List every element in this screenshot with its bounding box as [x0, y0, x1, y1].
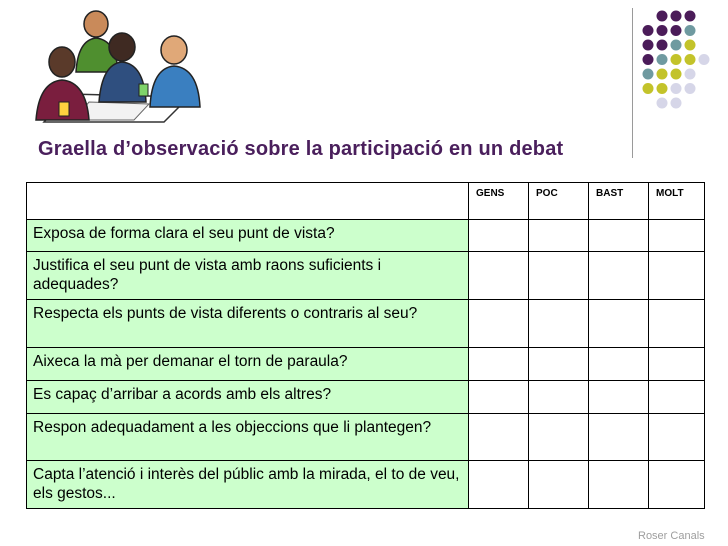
decorative-dot	[657, 11, 668, 22]
decorative-dot	[643, 25, 654, 36]
question-cell: Capta l’atenció i interès del públic amb la mirada, el to de veu, els gestos...	[27, 461, 469, 509]
rating-cell-bast[interactable]	[589, 414, 649, 461]
table-row	[27, 414, 705, 461]
rating-cell-poc[interactable]	[529, 252, 589, 300]
decorative-dot	[643, 83, 654, 94]
decorative-dots	[640, 8, 728, 128]
rating-cell-gens[interactable]	[469, 381, 529, 414]
rating-cell-gens[interactable]	[469, 461, 529, 509]
column-header: BAST	[589, 183, 649, 220]
rating-cell-molt[interactable]	[649, 381, 705, 414]
rating-cell-poc[interactable]	[529, 414, 589, 461]
decorative-dot	[699, 54, 710, 65]
decorative-dot	[671, 98, 682, 109]
rating-cell-molt[interactable]	[649, 348, 705, 381]
table-row	[27, 252, 705, 300]
decorative-dot	[657, 98, 668, 109]
decorative-dot	[685, 83, 696, 94]
column-header: MOLT	[649, 183, 705, 220]
decorative-dot	[643, 54, 654, 65]
rating-cell-gens[interactable]	[469, 252, 529, 300]
meeting-people-icon	[14, 2, 204, 130]
table-row	[27, 461, 705, 509]
rating-cell-poc[interactable]	[529, 461, 589, 509]
rating-cell-gens[interactable]	[469, 220, 529, 252]
question-cell: Respecta els punts de vista diferents o contraris al seu?	[27, 300, 469, 348]
rating-cell-poc[interactable]	[529, 348, 589, 381]
rating-cell-bast[interactable]	[589, 220, 649, 252]
question-cell: Respon adequadament a les objeccions que li plantegen?	[27, 414, 469, 461]
rating-cell-bast[interactable]	[589, 461, 649, 509]
page-title: Graella d’observació sobre la participació en un debat	[38, 138, 564, 160]
rating-cell-molt[interactable]	[649, 300, 705, 348]
decorative-dot	[657, 40, 668, 51]
question-cell: Exposa de forma clara el seu punt de vista?	[27, 220, 469, 252]
question-cell: Es capaç d’arribar a acords amb els altres?	[27, 381, 469, 414]
column-header: POC	[529, 183, 589, 220]
decorative-dot	[643, 40, 654, 51]
header-blank-cell	[27, 183, 469, 220]
decorative-dot	[671, 11, 682, 22]
question-cell: Aixeca la mà per demanar el torn de paraula?	[27, 348, 469, 381]
rating-cell-poc[interactable]	[529, 300, 589, 348]
rating-cell-molt[interactable]	[649, 461, 705, 509]
table-row	[27, 300, 705, 348]
rating-cell-poc[interactable]	[529, 220, 589, 252]
decorative-dot	[671, 69, 682, 80]
decorative-dot	[685, 69, 696, 80]
rating-cell-molt[interactable]	[649, 220, 705, 252]
rating-cell-poc[interactable]	[529, 381, 589, 414]
table-row	[27, 348, 705, 381]
decorative-dot	[671, 40, 682, 51]
decorative-dot	[643, 69, 654, 80]
decorative-dot	[685, 40, 696, 51]
rating-cell-bast[interactable]	[589, 252, 649, 300]
rating-cell-molt[interactable]	[649, 414, 705, 461]
table-row	[27, 381, 705, 414]
decorative-dot	[685, 25, 696, 36]
decorative-dot	[685, 11, 696, 22]
divider-line	[632, 8, 633, 158]
decorative-dot	[671, 54, 682, 65]
rating-cell-gens[interactable]	[469, 348, 529, 381]
decorative-dot	[657, 69, 668, 80]
rating-cell-bast[interactable]	[589, 300, 649, 348]
rating-cell-molt[interactable]	[649, 252, 705, 300]
column-header: GENS	[469, 183, 529, 220]
question-cell: Justifica el seu punt de vista amb raons suficients i adequades?	[27, 252, 469, 300]
decorative-dot	[671, 83, 682, 94]
table-row	[27, 220, 705, 252]
decorative-dot	[657, 54, 668, 65]
table-header-row	[27, 183, 705, 220]
decorative-dot	[657, 25, 668, 36]
rating-cell-bast[interactable]	[589, 381, 649, 414]
rating-cell-gens[interactable]	[469, 300, 529, 348]
decorative-dot	[657, 83, 668, 94]
decorative-dot	[671, 25, 682, 36]
rating-cell-bast[interactable]	[589, 348, 649, 381]
author-credit: Roser Canals	[638, 530, 705, 542]
observation-table	[26, 182, 705, 509]
decorative-dot	[685, 54, 696, 65]
rating-cell-gens[interactable]	[469, 414, 529, 461]
